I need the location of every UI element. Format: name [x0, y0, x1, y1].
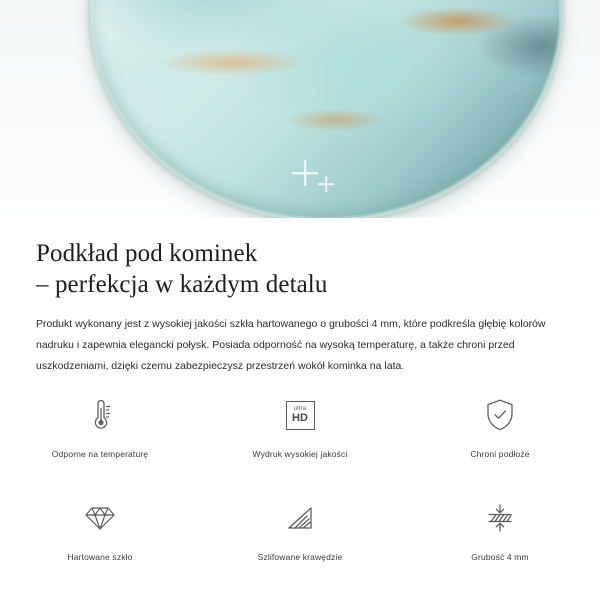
content-block: [0, 218, 600, 377]
feature-thickness: [400, 495, 600, 562]
headline-line-2: – perfekcja w każdym detalu: [36, 271, 328, 298]
ultra-hd-icon: [286, 392, 315, 438]
feature-surface-protection: [400, 392, 600, 459]
feature-label: Hartowane szkło: [67, 552, 133, 562]
feature-label: Odporne na temperaturę: [51, 449, 149, 459]
feature-row-1: [0, 392, 600, 459]
headline-line-1: Podkład pod kominek: [36, 240, 258, 267]
body-paragraph: Produkt wykonany jest z wysokiej jakości szkła hartowanego o grubości 4 mm, które podkreśla głębię kolorów nadruku i zapewnia elegancki połysk. Posiada odporność na wysoką temperaturę, a także chroni przed uszkodzeniami, dzięki czemu zabezpieczysz przestrzeń wokół kominka na lata.: [36, 318, 546, 372]
diamond-icon: [83, 495, 117, 541]
feature-print-quality: [200, 392, 400, 459]
feature-label: Wydruk wysokiej jakości: [252, 449, 348, 459]
thickness-arrows-icon: [483, 495, 517, 541]
glass-disc-product: [88, 0, 564, 218]
shield-check-icon: [484, 392, 516, 438]
hero-image: [0, 0, 600, 218]
ultra-hd-badge: [286, 401, 315, 430]
feature-label: Grubość 4 mm: [471, 552, 529, 562]
ultra-hd-badge-top: ultra: [293, 406, 307, 412]
feature-temperature-resistant: [0, 392, 200, 459]
feature-row-divider: [0, 459, 600, 495]
page-title: [0, 218, 600, 300]
feature-label: Chroni podłoże: [470, 449, 530, 459]
feature-grid: [0, 392, 600, 562]
thermometer-icon: [85, 392, 115, 438]
ultra-hd-badge-bottom: HD: [292, 412, 308, 424]
feature-polished-edges: [200, 495, 400, 562]
feature-row-2: [0, 495, 600, 562]
feature-tempered-glass: [0, 495, 200, 562]
feature-label: Szlifowane krawędzie: [257, 552, 343, 562]
polished-edges-icon: [283, 495, 317, 541]
